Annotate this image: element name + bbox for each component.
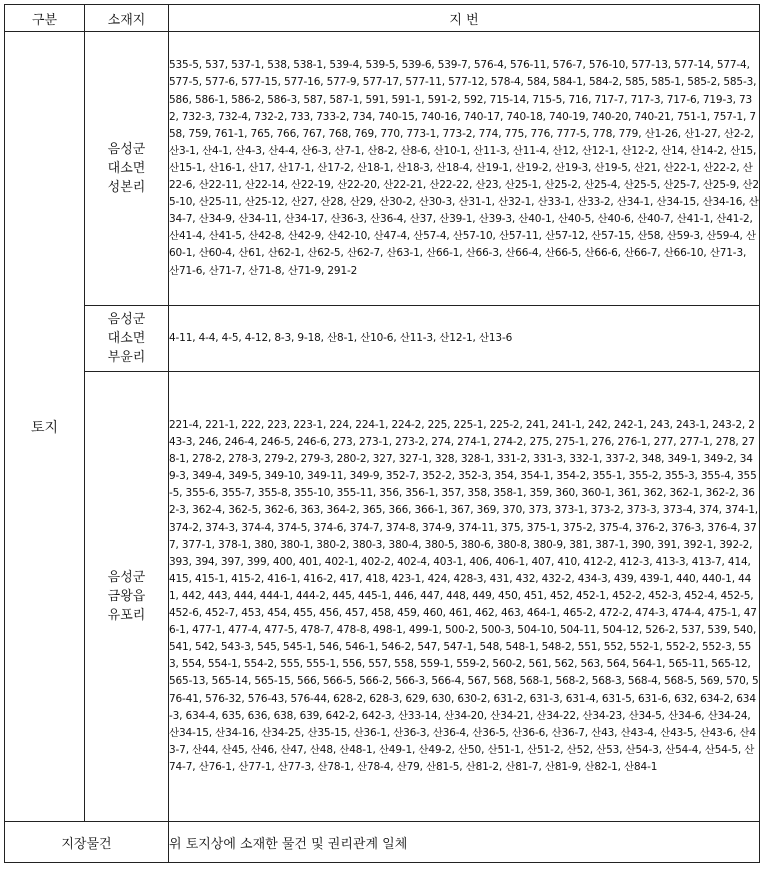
location-line: 대소면 xyxy=(107,331,146,346)
land-lot-table xyxy=(4,4,760,863)
property-category-cell: 지장물건 xyxy=(5,822,169,863)
land-row-buyun xyxy=(5,306,760,372)
lot-numbers-cell: 535-5, 537, 537-1, 538, 538-1, 539-4, 539-5, 539-6, 539-7, 576-4, 576-11, 576-7, 576-10, 577-13, 577-14, 577-4, 577-5, 577-6, 577-15, 577-16, 577-9, 577-17, 577-11, 577-12, 578-4, 584, 584-1, 584-2, 585, 585-1, 585-2, 585-3, 586, 586-1, 586-2, 586-3, 587, 587-1, 591, 591-1, 591-2, 592, 715-14, 715-5, 716, 717-7, 717-3, 717-6, 719-3, 732, 732-3, 732-4, 732-2, 733, 733-2, 734, 740-15, 740-16, 740-17, 740-18, 740-19, 740-20, 740-21, 751-1, 757-1, 758, 759, 761-1, 765, 766, 767, 768, 769, 770, 773-1, 773-2, 774, 775, 776, 777-5, 778, 779, 산1-26, 산1-27, 산2-2, 산3-1, 산4-1, 산4-3, 산4-4, 산6-3, 산7-1, 산8-2, 산8-6, 산10-1, 산11-3, 산11-4, 산12, 산12-1, 산12-2, 산14, 산14-2, 산15, 산15-1, 산16-1, 산17, 산17-1, 산17-2, 산18-1, 산18-3, 산18-4, 산19-1, 산19-2, 산19-3, 산19-5, 산21, 산22-1, 산22-2, 산22-6, 산22-11, 산22-14, 산22-19, 산22-20, 산22-21, 산22-22, 산23, 산25-1, 산25-2, 산25-4, 산25-5, 산25-7, 산25-9, 산25-10, 산25-11, 산25-12, 산27, 산28, 산29, 산30-2, 산30-3, 산31-1, 산32-1, 산33-1, 산33-2, 산34-1, 산34-15, 산34-16, 산34-7, 산34-9, 산34-11, 산34-17, 산36-3, 산36-4, 산37, 산39-1, 산39-3, 산40-1, 산40-5, 산40-6, 산40-7, 산41-1, 산41-2, 산41-4, 산41-5, 산42-8, 산42-9, 산42-10, 산47-4, 산57-4, 산57-10, 산57-11, 산57-12, 산57-15, 산58, 산59-3, 산59-4, 산60-1, 산60-4, 산61, 산62-1, 산62-5, 산62-7, 산63-1, 산66-1, 산66-3, 산66-4, 산66-5, 산66-6, 산66-7, 산66-10, 산71-3, 산71-6, 산71-7, 산71-8, 산71-9, 291-2 xyxy=(169,32,760,306)
location-line: 음성군 xyxy=(107,312,146,327)
header-location: 소재지 xyxy=(85,5,169,32)
land-row-seongbon xyxy=(5,32,760,306)
property-row xyxy=(5,822,760,863)
property-note-cell: 위 토지상에 소재한 물건 및 권리관계 일체 xyxy=(169,822,760,863)
location-cell xyxy=(85,32,169,306)
location-cell xyxy=(85,372,169,822)
location-line: 성본리 xyxy=(107,180,146,195)
location-line: 대소면 xyxy=(107,161,146,176)
lot-numbers-cell: 4-11, 4-4, 4-5, 4-12, 8-3, 9-18, 산8-1, 산10-6, 산11-3, 산12-1, 산13-6 xyxy=(169,306,760,372)
location-line: 부윤리 xyxy=(107,350,146,365)
land-row-yupo xyxy=(5,372,760,822)
location-line: 음성군 xyxy=(107,142,146,157)
location-line: 음성군 xyxy=(107,570,146,585)
land-category-cell: 토지 xyxy=(5,32,85,822)
location-cell xyxy=(85,306,169,372)
header-row xyxy=(5,5,760,32)
location-line: 유포리 xyxy=(107,608,146,623)
location-line: 금왕읍 xyxy=(107,589,146,604)
header-lot-numbers: 지 번 xyxy=(169,5,760,32)
header-category: 구분 xyxy=(5,5,85,32)
lot-numbers-cell: 221-4, 221-1, 222, 223, 223-1, 224, 224-1, 224-2, 225, 225-1, 225-2, 241, 241-1, 242, 242-1, 243, 243-1, 243-2, 243-3, 246, 246-4, 246-5, 246-6, 273, 273-1, 273-2, 274, 274-1, 274-2, 275, 275-1, 276, 276-1, 277, 277-1, 278, 278-1, 278-2, 278-3, 279-2, 279-3, 280-2, 327, 327-1, 328, 328-1, 331-2, 331-3, 332-1, 337-2, 348, 349-1, 349-2, 349-3, 349-4, 349-5, 349-10, 349-11, 349-9, 352-7, 352-2, 352-3, 354, 354-1, 354-2, 355-1, 355-2, 355-3, 355-4, 355-5, 355-6, 355-7, 355-8, 355-10, 355-11, 356, 356-1, 357, 358, 358-1, 359, 360, 360-1, 361, 362, 362-1, 362-2, 362-3, 362-4, 362-5, 362-6, 363, 364-2, 365, 366, 366-1, 367, 369, 370, 373, 373-1, 373-2, 373-3, 373-4, 374, 374-1, 374-2, 374-3, 374-4, 374-5, 374-6, 374-7, 374-8, 374-9, 374-11, 375, 375-1, 375-2, 375-4, 376-2, 376-3, 376-4, 377, 377-1, 378-1, 380, 380-1, 380-2, 380-3, 380-4, 380-5, 380-6, 380-8, 380-9, 381, 387-1, 390, 391, 392-1, 392-2, 393, 394, 397, 399, 400, 401, 402-1, 402-2, 402-4, 403-1, 406, 406-1, 407, 410, 412-2, 412-3, 413-3, 413-7, 414, 415, 415-1, 415-2, 416-1, 416-2, 417, 418, 423-1, 424, 428-3, 431, 432, 432-2, 434-3, 439, 439-1, 440, 440-1, 441, 442, 443, 444, 444-1, 444-2, 445, 445-1, 446, 447, 448, 449, 450, 451, 452, 452-1, 452-2, 452-3, 452-4, 452-5, 452-6, 452-7, 453, 454, 455, 456, 457, 458, 459, 460, 461, 462, 463, 464-1, 465-2, 472-2, 474-3, 474-4, 475-1, 476-1, 477-1, 477-4, 477-5, 478-7, 478-8, 498-1, 499-1, 500-2, 500-3, 504-10, 504-11, 504-12, 526-2, 537, 539, 540, 541, 542, 543-3, 545, 545-1, 546, 546-1, 546-2, 547, 547-1, 548, 548-1, 548-2, 551, 552, 552-1, 552-2, 552-3, 553, 554, 554-1, 554-2, 555, 555-1, 556, 557, 558, 559-1, 559-2, 560-2, 561, 562, 563, 564, 564-1, 565-11, 565-12, 565-13, 565-14, 565-15, 566, 566-5, 566-2, 566-3, 566-4, 567, 568, 568-1, 568-2, 568-3, 568-4, 568-5, 569, 570, 576-41, 576-32, 576-43, 576-44, 628-2, 628-3, 629, 630, 630-2, 631-2, 631-3, 631-4, 631-5, 631-6, 632, 634-2, 634-3, 634-4, 635, 636, 638, 639, 642-2, 642-3, 산33-14, 산34-20, 산34-21, 산34-22, 산34-23, 산34-5, 산34-6, 산34-24, 산34-15, 산34-16, 산34-25, 산35-15, 산36-1, 산36-3, 산36-4, 산36-5, 산36-6, 산36-7, 산43, 산43-4, 산43-5, 산43-6, 산43-7, 산44, 산45, 산46, 산47, 산48, 산48-1, 산49-1, 산49-2, 산50, 산51-1, 산51-2, 산52, 산53, 산54-3, 산54-4, 산54-5, 산74-7, 산76-1, 산77-1, 산77-3, 산78-1, 산78-4, 산79, 산81-5, 산81-2, 산81-7, 산81-9, 산82-1, 산84-1 xyxy=(169,372,760,822)
